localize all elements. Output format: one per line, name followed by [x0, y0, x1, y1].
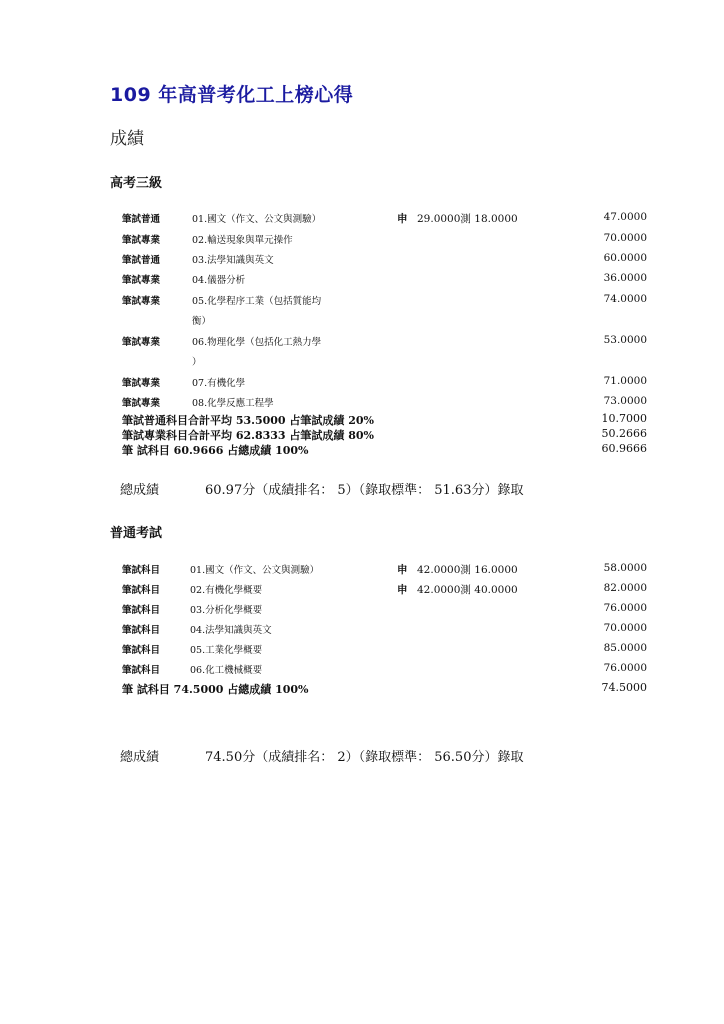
row-score: 47.0000 — [603, 211, 647, 223]
row-score: 36.0000 — [603, 272, 647, 284]
row-subject: 08.化學反應工程學 — [192, 398, 274, 409]
row-score: 70.0000 — [603, 622, 647, 634]
row-type: 筆試專業 — [122, 296, 161, 307]
total-result: 60.97分（成績排名： 5）（錄取標準： 51.63分）錄取 — [205, 483, 524, 498]
row-subject: 02.有機化學概要 — [190, 585, 263, 596]
row-subject: 06.化工機械概要 — [190, 665, 263, 676]
row-subject: 05.工業化學概要 — [190, 645, 263, 656]
row-mark: 申 — [397, 213, 408, 225]
table-row — [0, 562, 724, 578]
row-subject: 03.分析化學概要 — [190, 605, 263, 616]
table-row-continuation — [0, 354, 724, 370]
table-row — [0, 642, 724, 658]
row-subject-continuation: ） — [192, 357, 202, 368]
row-score: 85.0000 — [603, 642, 647, 654]
summary-score: 60.9666 — [601, 442, 647, 455]
table-row — [0, 232, 724, 248]
row-type: 筆試科目 — [122, 665, 161, 676]
row-subject: 05.化學程序工業（包括質能均 — [192, 296, 322, 307]
table-row — [0, 375, 724, 391]
table-row — [0, 211, 724, 227]
row-score: 76.0000 — [603, 662, 647, 674]
section-title-scores: 成績 — [110, 129, 144, 149]
row-score: 76.0000 — [603, 602, 647, 614]
table-row — [0, 582, 724, 598]
row-type: 筆試科目 — [122, 565, 161, 576]
row-detail: 42.0000測 16.0000 — [417, 564, 518, 576]
section-heading-pukao: 普通考試 — [110, 526, 163, 541]
total-result: 74.50分（成績排名： 2）（錄取標準： 56.50分）錄取 — [205, 750, 524, 765]
total-label: 總成績 — [120, 750, 160, 765]
row-subject: 01.國文（作文、公文與測驗） — [192, 214, 322, 225]
row-score: 82.0000 — [603, 582, 647, 594]
row-type: 筆試普通 — [122, 255, 161, 266]
table-row — [0, 293, 724, 309]
table-row-continuation — [0, 313, 724, 329]
row-type: 筆試科目 — [122, 585, 161, 596]
table-row — [0, 395, 724, 411]
row-type: 筆試專業 — [122, 235, 161, 246]
row-type: 筆試科目 — [122, 625, 161, 636]
row-score: 74.0000 — [603, 293, 647, 305]
table-row — [0, 252, 724, 268]
section-heading-gaokao: 高考三級 — [110, 176, 163, 191]
row-detail: 42.0000測 40.0000 — [417, 584, 518, 596]
row-score: 73.0000 — [603, 395, 647, 407]
table-row — [0, 622, 724, 638]
summary-line: 筆試普通科目合計平均 53.5000 占筆試成績 20% — [122, 414, 374, 427]
row-subject: 07.有機化學 — [192, 378, 246, 389]
table-row — [0, 334, 724, 350]
summary-score: 74.5000 — [601, 681, 647, 694]
row-score: 70.0000 — [603, 232, 647, 244]
table-row — [0, 662, 724, 678]
summary-line: 筆 試科目 74.5000 占總成績 100% — [122, 683, 309, 696]
row-subject: 03.法學知識與英文 — [192, 255, 274, 266]
total-label: 總成績 — [120, 483, 160, 498]
summary-line: 筆 試科目 60.9666 占總成績 100% — [122, 444, 309, 457]
summary-score: 50.2666 — [601, 427, 647, 440]
row-type: 筆試專業 — [122, 337, 161, 348]
row-subject-continuation: 衡） — [192, 316, 212, 327]
row-mark: 申 — [397, 564, 408, 576]
row-type: 筆試專業 — [122, 378, 161, 389]
row-score: 71.0000 — [603, 375, 647, 387]
row-detail: 29.0000測 18.0000 — [417, 213, 518, 225]
row-subject: 01.國文（作文、公文與測驗） — [190, 565, 320, 576]
row-score: 53.0000 — [603, 334, 647, 346]
row-type: 筆試專業 — [122, 275, 161, 286]
row-type: 筆試專業 — [122, 398, 161, 409]
row-score: 60.0000 — [603, 252, 647, 264]
table-row — [0, 272, 724, 288]
row-subject: 04.法學知識與英文 — [190, 625, 272, 636]
row-type: 筆試普通 — [122, 214, 161, 225]
table-row — [0, 602, 724, 618]
summary-score: 10.7000 — [601, 412, 647, 425]
row-subject: 04.儀器分析 — [192, 275, 246, 286]
row-mark: 申 — [397, 584, 408, 596]
row-subject: 06.物理化學（包括化工熱力學 — [192, 337, 322, 348]
row-type: 筆試科目 — [122, 645, 161, 656]
row-subject: 02.輸送現象與單元操作 — [192, 235, 293, 246]
page-title: 109 年高普考化工上榜心得 — [110, 84, 354, 106]
row-score: 58.0000 — [603, 562, 647, 574]
row-type: 筆試科目 — [122, 605, 161, 616]
summary-line: 筆試專業科目合計平均 62.8333 占筆試成績 80% — [122, 429, 374, 442]
